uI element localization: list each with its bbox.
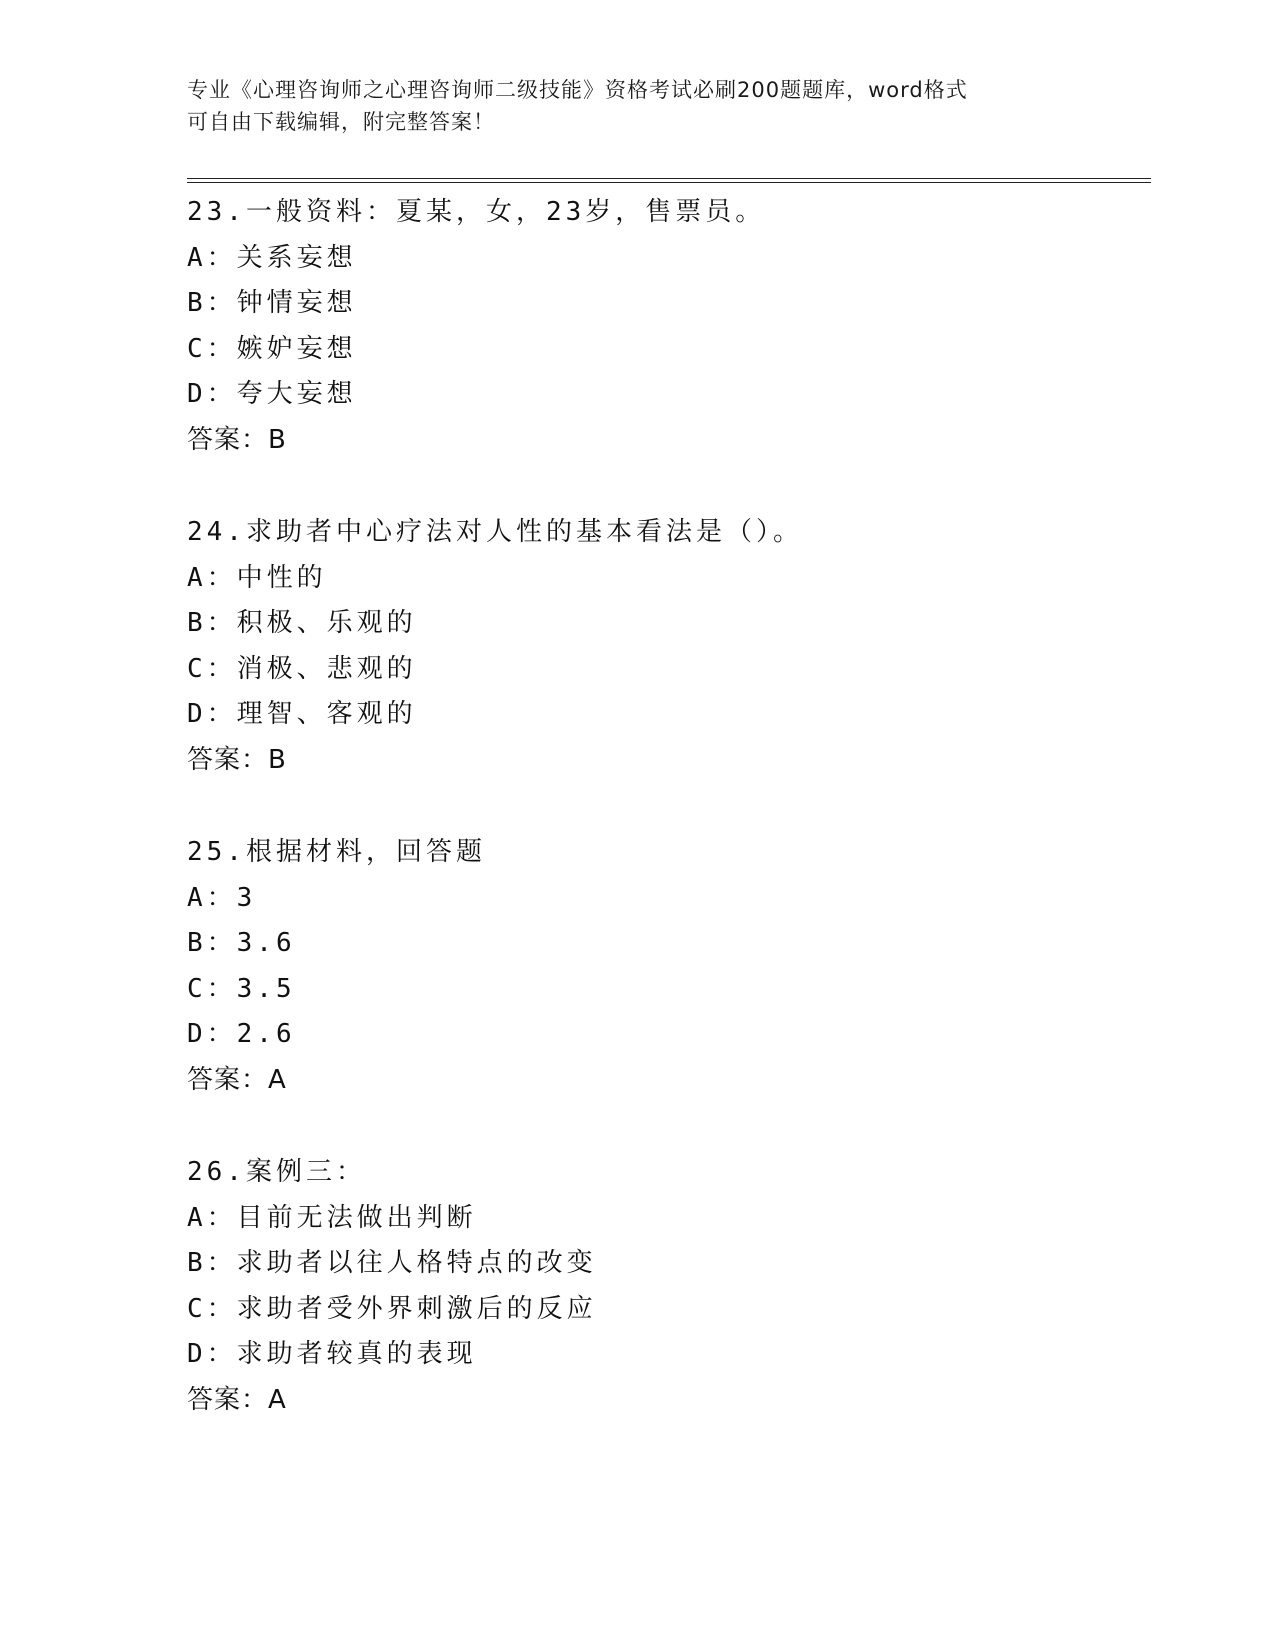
option-a: A：中性的 xyxy=(187,562,327,593)
question-23 xyxy=(187,190,1147,463)
question-stem: 24.求助者中心疗法对人性的基本看法是（）。 xyxy=(187,517,803,547)
option-d: D：理智、客观的 xyxy=(187,699,417,729)
question-stem: 23.一般资料：夏某，女，23岁，售票员。 xyxy=(187,197,766,227)
option-c: C：求助者受外界刺激后的反应 xyxy=(187,1293,597,1324)
option-d: D：求助者较真的表现 xyxy=(187,1339,477,1369)
answer: 答案：B xyxy=(187,744,287,775)
question-stem: 25.根据材料，回答题 xyxy=(187,837,486,867)
option-a: A：目前无法做出判断 xyxy=(187,1202,477,1233)
question-24 xyxy=(187,510,1147,783)
option-c: C：嫉妒妄想 xyxy=(187,333,357,364)
document-header xyxy=(187,74,1087,138)
question-25 xyxy=(187,830,1147,1103)
option-a: A：关系妄想 xyxy=(187,242,357,273)
header-divider xyxy=(187,178,1151,183)
option-b: B：3.6 xyxy=(187,928,296,958)
answer: 答案：A xyxy=(187,1384,287,1415)
option-b: B：积极、乐观的 xyxy=(187,608,417,638)
option-d: D：2.6 xyxy=(187,1019,296,1049)
option-c: C：消极、悲观的 xyxy=(187,653,417,684)
option-d: D：夸大妄想 xyxy=(187,379,357,409)
question-list xyxy=(187,190,1147,1470)
option-b: B：求助者以往人格特点的改变 xyxy=(187,1248,597,1278)
option-c: C：3.5 xyxy=(187,973,296,1004)
header-line-2: 可自由下载编辑，附完整答案！ xyxy=(187,110,495,134)
answer: 答案：A xyxy=(187,1064,287,1095)
question-stem: 26.案例三： xyxy=(187,1157,366,1187)
header-line-1: 专业《心理咨询师之心理咨询师二级技能》资格考试必刷200题题库，word格式 xyxy=(187,78,968,102)
answer: 答案：B xyxy=(187,424,287,455)
option-a: A：3 xyxy=(187,882,257,913)
question-26 xyxy=(187,1150,1147,1423)
option-b: B：钟情妄想 xyxy=(187,288,357,318)
